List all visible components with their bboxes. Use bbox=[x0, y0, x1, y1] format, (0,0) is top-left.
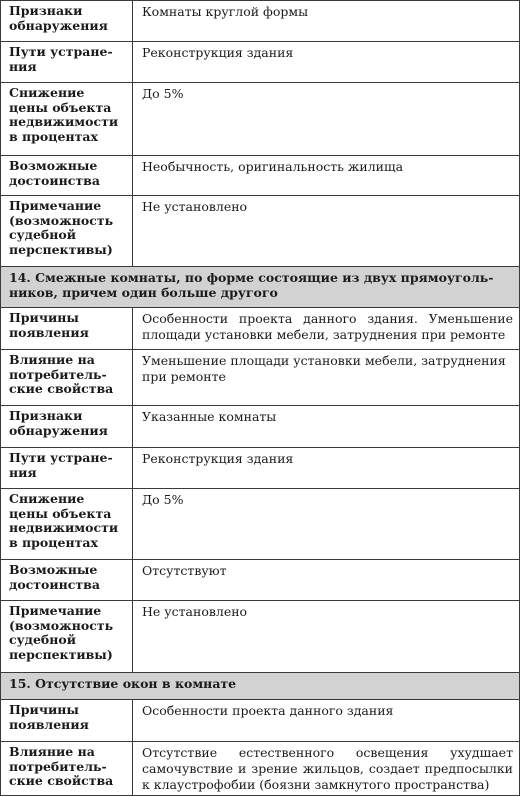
table-row bbox=[1, 156, 520, 196]
row-value: Уменьшение площади установки мебели, затруднения при ремонте bbox=[133, 350, 520, 406]
row-value: Реконструкция здания bbox=[133, 42, 520, 83]
section-title: 14. Смежные комнаты, по форме состоящие из двух прямоуголь- ников, причем один больше другого bbox=[1, 267, 520, 308]
row-key: Возможные достоинства bbox=[1, 156, 133, 196]
row-value: Не установлено bbox=[133, 601, 520, 673]
row-key: Влияние на потребитель- ские свойства bbox=[1, 350, 133, 406]
table-row bbox=[1, 1, 520, 42]
row-value: Не установлено bbox=[133, 196, 520, 267]
row-value: Особенности проекта данного здания bbox=[133, 700, 520, 742]
table-row bbox=[1, 700, 520, 742]
row-value: Указанные комнаты bbox=[133, 406, 520, 448]
table-row bbox=[1, 83, 520, 156]
section-header-row bbox=[1, 673, 520, 700]
row-value: Комнаты круглой формы bbox=[133, 1, 520, 42]
table-row bbox=[1, 601, 520, 673]
row-key: Причины появления bbox=[1, 308, 133, 350]
row-value: До 5% bbox=[133, 83, 520, 156]
row-key: Снижение цены объекта недвижимости в процентах bbox=[1, 489, 133, 560]
section-header-row bbox=[1, 267, 520, 308]
row-value: Отсутствие естественного освещения ухудшает самочувствие и зрение жильцов, создает предпосылки к клаустрофобии (боязни замкнутого пространства) bbox=[133, 742, 520, 796]
row-key: Признаки обнаружения bbox=[1, 406, 133, 448]
row-value: До 5% bbox=[133, 489, 520, 560]
table-row bbox=[1, 406, 520, 448]
row-key: Причины появления bbox=[1, 700, 133, 742]
table-row bbox=[1, 489, 520, 560]
table-row bbox=[1, 350, 520, 406]
row-key: Признаки обнаружения bbox=[1, 1, 133, 42]
row-key: Снижение цены объекта недвижимости в процентах bbox=[1, 83, 133, 156]
row-value: Отсутствуют bbox=[133, 560, 520, 601]
row-key: Примечание (возможность судебной перспективы) bbox=[1, 196, 133, 267]
table-row bbox=[1, 196, 520, 267]
row-key: Примечание (возможность судебной перспективы) bbox=[1, 601, 133, 673]
row-key: Пути устране- ния bbox=[1, 42, 133, 83]
row-value: Необычность, оригинальность жилища bbox=[133, 156, 520, 196]
table-row bbox=[1, 42, 520, 83]
table-row bbox=[1, 560, 520, 601]
row-value: Особенности проекта данного здания. Уменьшение площади установки мебели, затруднения при ремонте bbox=[133, 308, 520, 350]
row-key: Влияние на потребитель- ские свойства bbox=[1, 742, 133, 796]
row-key: Возможные достоинства bbox=[1, 560, 133, 601]
table-row bbox=[1, 448, 520, 489]
table-row bbox=[1, 742, 520, 796]
table-row bbox=[1, 308, 520, 350]
section-title: 15. Отсутствие окон в комнате bbox=[1, 673, 520, 700]
row-key: Пути устране- ния bbox=[1, 448, 133, 489]
row-value: Реконструкция здания bbox=[133, 448, 520, 489]
